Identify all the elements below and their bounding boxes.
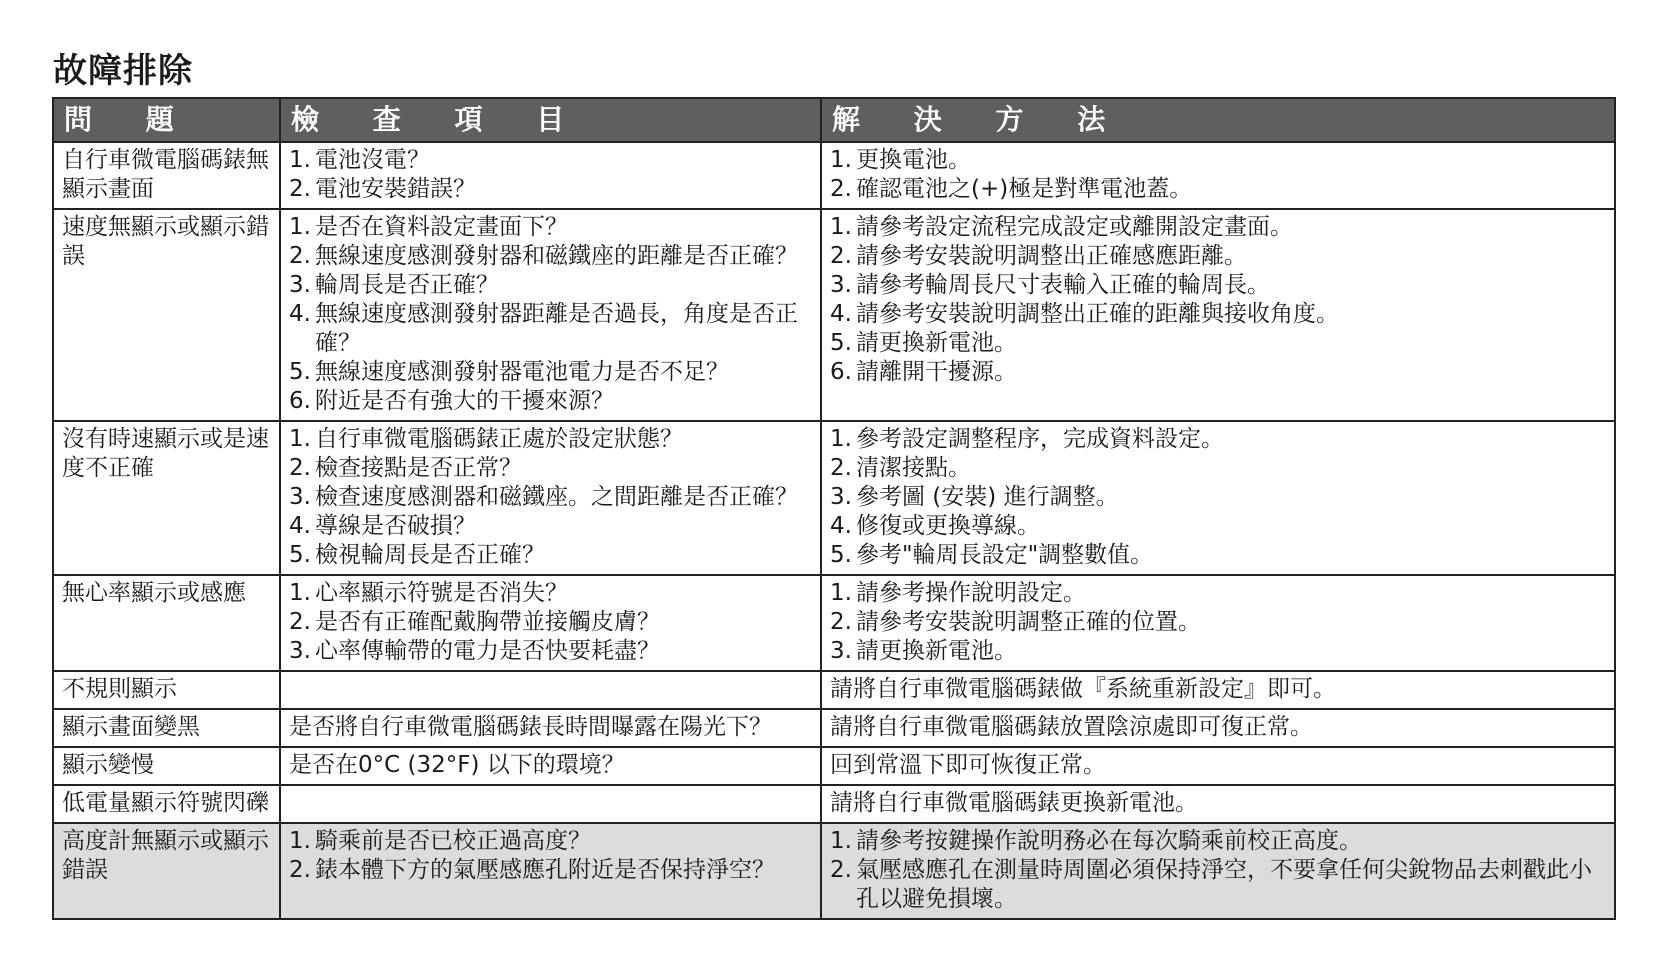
solution-item: 1. 請參考按鍵操作說明務必在每次騎乘前校正高度。 xyxy=(830,828,1362,854)
check-item: 6. 附近是否有強大的干擾來源？ xyxy=(289,388,614,414)
solutions-cell: 回到常溫下即可恢復正常。 xyxy=(821,747,1615,785)
check-item: 3. 輪周長是否正確？ xyxy=(289,272,499,298)
checks-cell xyxy=(280,421,821,575)
checks-cell xyxy=(280,823,821,919)
checks-cell xyxy=(280,142,821,209)
check-item: 5. 檢視輪周長是否正確？ xyxy=(289,542,545,568)
problem-cell: 速度無顯示或顯示錯誤 xyxy=(53,209,280,421)
check-item: 1. 心率顯示符號是否消失？ xyxy=(289,580,568,606)
table-row xyxy=(53,709,1615,747)
solutions-cell xyxy=(821,142,1615,209)
table-row xyxy=(53,142,1615,209)
check-item: 2. 是否有正確配戴胸帶並接觸皮膚？ xyxy=(289,609,660,635)
solution-item: 5. 請更換新電池。 xyxy=(830,330,1017,356)
check-item: 2. 電池安裝錯誤？ xyxy=(289,176,476,202)
solutions-cell: 請將自行車微電腦碼錶放置陰涼處即可復正常。 xyxy=(821,709,1615,747)
solution-item: 4. 修復或更換導線。 xyxy=(830,513,1040,539)
checks-cell xyxy=(280,671,821,709)
solutions-cell xyxy=(821,575,1615,671)
solution-item: 5. 參考"輪周長設定"調整數值。 xyxy=(830,542,1154,568)
table-row xyxy=(53,823,1615,919)
solution-item: 3. 請參考輪周長尺寸表輸入正確的輪周長。 xyxy=(830,272,1270,298)
checks-cell: 是否在0°C (32°F) 以下的環境？ xyxy=(280,747,821,785)
troubleshooting-table xyxy=(52,97,1616,920)
solution-item: 2. 氣壓感應孔在測量時周圍必須保持淨空，不要拿任何尖銳物品去刺戳此小孔以避免損壞。 xyxy=(830,857,1592,912)
solution-item: 3. 參考圖 (安裝) 進行調整。 xyxy=(830,484,1119,510)
table-row xyxy=(53,209,1615,421)
checks-cell xyxy=(280,575,821,671)
table-header-row xyxy=(53,98,1615,142)
check-item: 1. 是否在資料設定畫面下？ xyxy=(289,214,568,240)
problem-cell: 顯示畫面變黑 xyxy=(53,709,280,747)
solutions-cell xyxy=(821,209,1615,421)
solution-item: 1. 更換電池。 xyxy=(830,147,971,173)
solutions-cell: 請將自行車微電腦碼錶更換新電池。 xyxy=(821,785,1615,823)
checks-cell xyxy=(280,209,821,421)
problem-cell: 顯示變慢 xyxy=(53,747,280,785)
check-item: 1. 自行車微電腦碼錶正處於設定狀態？ xyxy=(289,426,683,452)
solution-item: 6. 請離開干擾源。 xyxy=(830,359,1017,385)
solutions-cell xyxy=(821,823,1615,919)
check-item: 1. 電池沒電？ xyxy=(289,147,430,173)
table-row xyxy=(53,671,1615,709)
solution-item: 2. 確認電池之(+)極是對準電池蓋。 xyxy=(830,176,1193,202)
checks-cell: 是否將自行車微電腦碼錶長時間曝露在陽光下？ xyxy=(280,709,821,747)
check-item: 2. 無線速度感測發射器和磁鐵座的距離是否正確？ xyxy=(289,243,798,269)
table-row xyxy=(53,747,1615,785)
check-item: 4. 無線速度感測發射器距離是否過長，角度是否正確？ xyxy=(289,301,798,356)
check-item: 4. 導線是否破損？ xyxy=(289,513,476,539)
problem-cell: 不規則顯示 xyxy=(53,671,280,709)
solutions-cell: 請將自行車微電腦碼錶做『系統重新設定』即可。 xyxy=(821,671,1615,709)
header-solutions: 解 決 方 法 xyxy=(821,98,1615,142)
header-check-items: 檢 查 項 目 xyxy=(280,98,821,142)
table-row xyxy=(53,421,1615,575)
check-item: 3. 檢查速度感測器和磁鐵座。之間距離是否正確？ xyxy=(289,484,798,510)
problem-cell: 無心率顯示或感應 xyxy=(53,575,280,671)
table-row xyxy=(53,575,1615,671)
check-item: 2. 檢查接點是否正常？ xyxy=(289,455,522,481)
check-item: 5. 無線速度感測發射器電池電力是否不足？ xyxy=(289,359,729,385)
table-row xyxy=(53,785,1615,823)
check-item: 3. 心率傳輸帶的電力是否快要耗盡？ xyxy=(289,638,660,664)
problem-cell: 低電量顯示符號閃礫 xyxy=(53,785,280,823)
solution-item: 2. 清潔接點。 xyxy=(830,455,971,481)
solution-item: 2. 請參考安裝說明調整正確的位置。 xyxy=(830,609,1201,635)
solution-item: 1. 請參考設定流程完成設定或離開設定畫面。 xyxy=(830,214,1293,240)
solution-item: 3. 請更換新電池。 xyxy=(830,638,1017,664)
problem-cell: 沒有時速顯示或是速度不正確 xyxy=(53,421,280,575)
checks-cell xyxy=(280,785,821,823)
page-title: 故障排除 xyxy=(53,51,193,91)
header-problem: 問 題 xyxy=(53,98,280,142)
check-item: 1. 騎乘前是否已校正過高度？ xyxy=(289,828,591,854)
problem-cell: 高度計無顯示或顯示錯誤 xyxy=(53,823,280,919)
solutions-cell xyxy=(821,421,1615,575)
problem-cell: 自行車微電腦碼錶無顯示畫面 xyxy=(53,142,280,209)
solution-item: 1. 請參考操作說明設定。 xyxy=(830,580,1086,606)
solution-item: 2. 請參考安裝說明調整出正確感應距離。 xyxy=(830,243,1247,269)
check-item: 2. 錶本體下方的氣壓感應孔附近是否保持淨空？ xyxy=(289,857,775,883)
solution-item: 4. 請參考安裝說明調整出正確的距離與接收角度。 xyxy=(830,301,1339,327)
solution-item: 1. 參考設定調整程序，完成資料設定。 xyxy=(830,426,1224,452)
